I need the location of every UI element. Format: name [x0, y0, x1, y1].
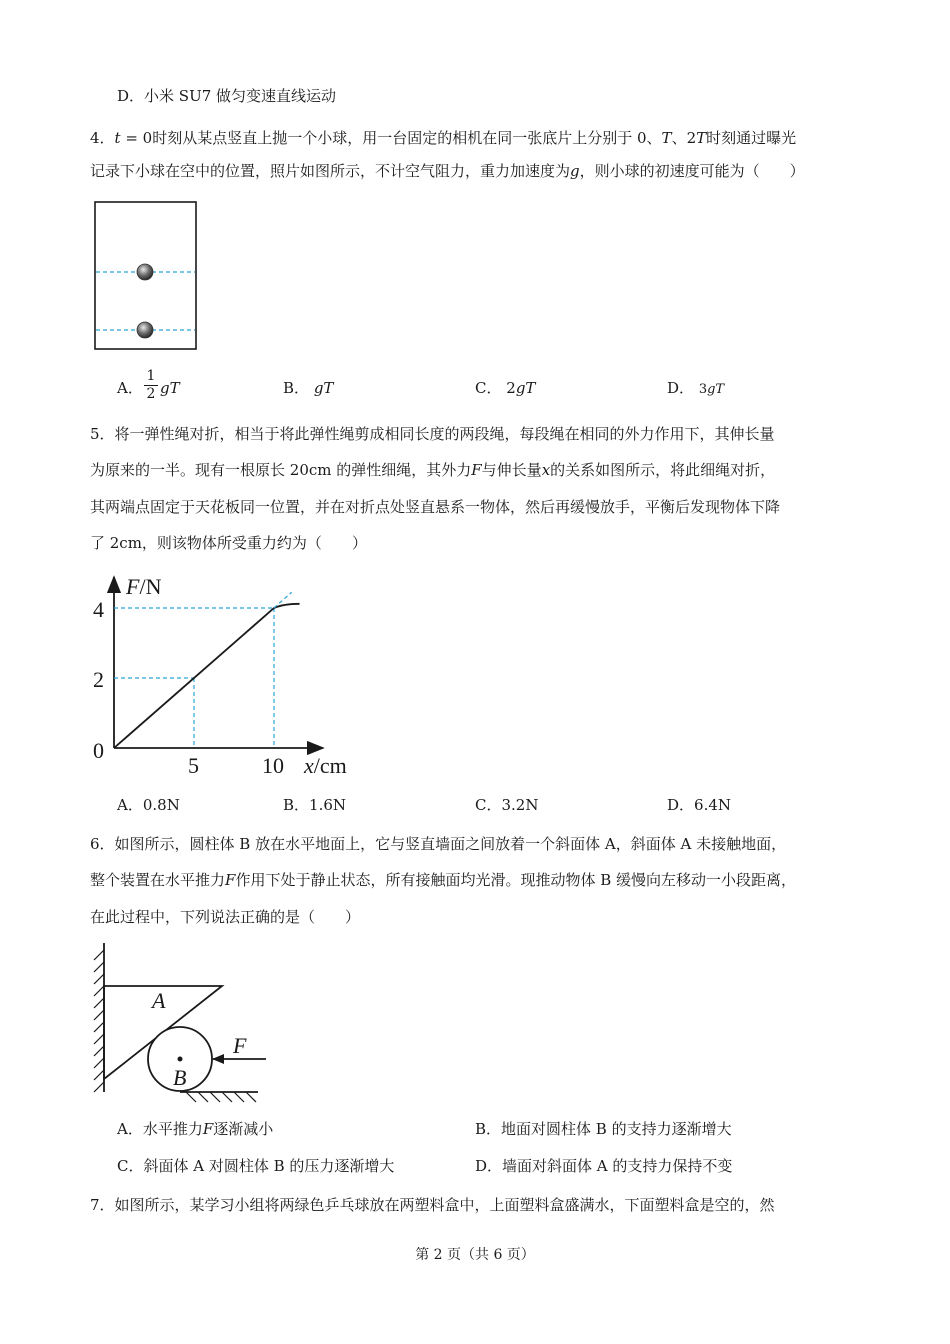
- chart-x-tick-5: 5: [188, 753, 199, 778]
- q5-stem-line3: 其两端点固定于天花板同一位置，并在对折点处竖直悬系一物体，然后再缓慢放手，平衡后发现物体下降: [90, 498, 781, 516]
- q4-text-a: = 0时刻从某点竖直上抛一个小球，用一台固定的相机在同一张底片上分别于 0、: [120, 129, 662, 147]
- q4-var-T: T: [661, 129, 672, 147]
- q4-option-c-expr: gT: [515, 379, 536, 397]
- q6-option-a-post: 逐渐减小: [213, 1120, 274, 1138]
- q4-option-d-coef: 3: [698, 382, 708, 397]
- q6-text-b: 作用下处于静止状态，所有接触面均光滑。现推动物体 B 缓慢向左移动一小段距离，: [235, 871, 797, 889]
- q4-option-c-coef: 2: [506, 379, 516, 397]
- cylinder-center-dot: [178, 1057, 183, 1062]
- q5-var-x: x: [541, 461, 551, 479]
- chart-x-tick-10: 10: [262, 753, 284, 778]
- q6-option-d: D．墙面对斜面体 A 的支持力保持不变: [475, 1157, 733, 1175]
- force-f-arrowhead: [212, 1054, 224, 1064]
- q4-option-d-label: D．: [667, 379, 695, 397]
- q6-option-a-pre: A．水平推力: [117, 1120, 203, 1138]
- q4-option-b-expr: gT: [313, 379, 334, 397]
- wall-hatching: [94, 950, 104, 1092]
- chart-xlabel-unit: /cm: [313, 753, 347, 778]
- q5-var-F: F: [471, 461, 482, 479]
- q5-option-d: D．6.4N: [667, 796, 732, 814]
- q5-option-a: A．0.8N: [117, 796, 180, 814]
- q5-stem-line4: 了 2cm，则该物体所受重力约为（ ）: [90, 534, 367, 552]
- q6-option-a-var-F: F: [202, 1120, 214, 1138]
- q4-text-c: 时刻通过曝光: [706, 129, 797, 147]
- q6-var-F: F: [225, 871, 236, 889]
- q6-text-a: 整个装置在水平推力: [90, 871, 226, 889]
- chart-origin-label: 0: [93, 738, 104, 763]
- page-footer: 第 2 页（共 6 页）: [415, 1247, 535, 1263]
- chart-xlabel-var: x: [304, 753, 314, 778]
- q6-option-a: [117, 1119, 273, 1139]
- label-f: F: [233, 1033, 247, 1058]
- label-b: B: [173, 1065, 187, 1090]
- fraction-numerator: 1: [146, 368, 156, 384]
- q4-option-a-label: A．: [117, 379, 143, 397]
- q6-stem-line3: 在此过程中，下列说法正确的是（ ）: [90, 908, 361, 926]
- q3-option-d: D．小米 SU7 做匀变速直线运动: [117, 87, 337, 105]
- q5-text-a: 为原来的一半。现有一根原长 20cm 的弹性细绳，其外力: [90, 461, 472, 479]
- label-a: A: [152, 988, 166, 1013]
- q5-text-b: 与伸长量: [481, 461, 542, 479]
- q4-var-g: g: [570, 162, 580, 180]
- chart-y-tick-2: 2: [93, 667, 104, 692]
- q4-var-T2: T: [696, 129, 707, 147]
- q6-stem-line1: 6．如图所示，圆柱体 B 放在水平地面上，它与竖直墙面之间放着一个斜面体 A，斜面体 A 未接触地面，: [90, 835, 787, 853]
- q4-var-t: t: [114, 129, 121, 147]
- q7-stem-line1: 7．如图所示，某学习小组将两绿色乒乓球放在两塑料盒中，上面塑料盒盛满水，下面塑料盒是空的，然: [90, 1196, 775, 1214]
- q4-option-a-expr: gT: [160, 379, 180, 397]
- chart-ylabel-var: F: [126, 574, 140, 599]
- q4-text-b: 、2: [671, 129, 697, 147]
- q5-option-c: C．3.2N: [475, 796, 539, 814]
- fraction-denominator: 2: [144, 385, 158, 403]
- q4-text-e: ，则小球的初速度可能为（ ）: [579, 162, 805, 180]
- q5-text-c: 的关系如图所示，将此细绳对折，: [550, 461, 776, 479]
- chart-ylabel-unit: /N: [139, 574, 162, 599]
- q6-option-c: C．斜面体 A 对圆柱体 B 的压力逐渐增大: [117, 1157, 395, 1175]
- q4-text-d: 记录下小球在空中的位置，照片如图所示，不计空气阻力，重力加速度为: [90, 162, 571, 180]
- q4-option-c-label: C．: [475, 379, 502, 397]
- q6-option-b: B．地面对圆柱体 B 的支持力逐渐增大: [475, 1120, 732, 1138]
- ground-hatching: [186, 1092, 256, 1102]
- q4-option-d-expr: gT: [707, 382, 725, 397]
- q4-option-b-label: B．: [283, 379, 310, 397]
- q5-stem-line1: 5．将一弹性绳对折，相当于将此弹性绳剪成相同长度的两段绳，每段绳在相同的外力作用下，其伸长量: [90, 425, 775, 443]
- q5-option-b: B．1.6N: [283, 796, 347, 814]
- q4-number: 4．: [90, 129, 115, 147]
- chart-y-tick-4: 4: [93, 597, 104, 622]
